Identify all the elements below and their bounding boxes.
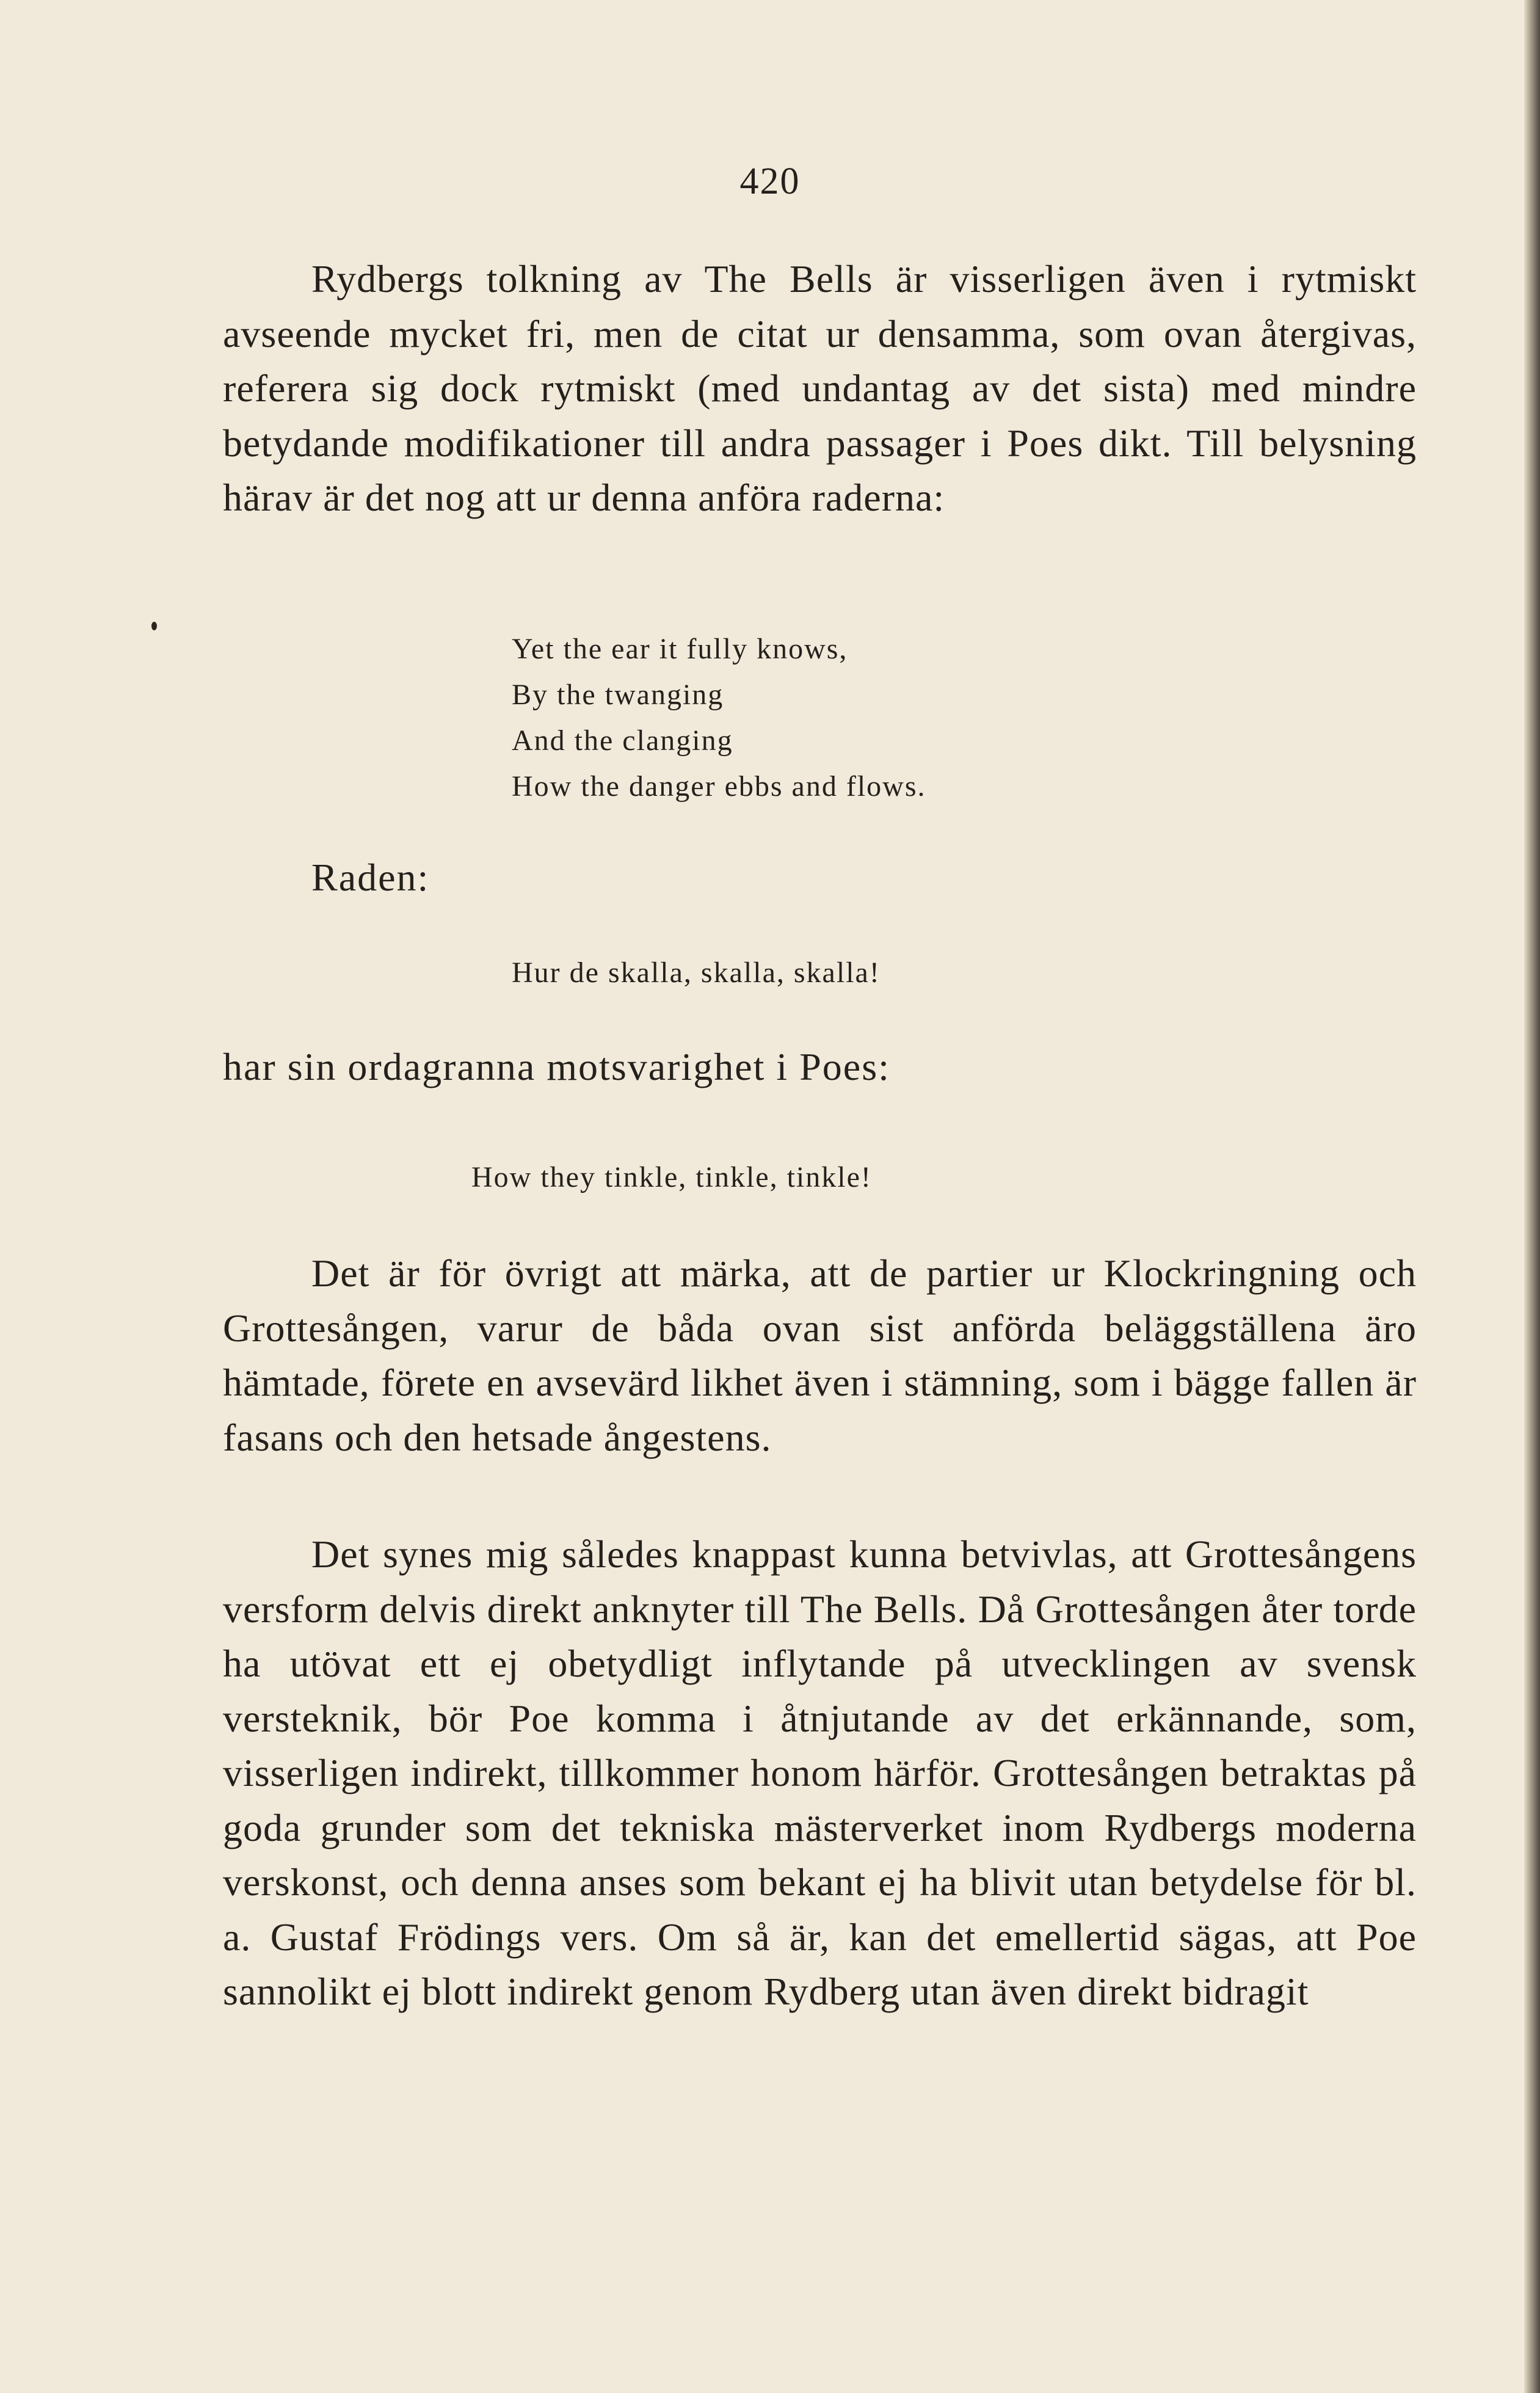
verse-quote-3: How they tinkle, tinkle, tinkle! (471, 1161, 872, 1193)
paragraph-3: Det synes mig således knappast kunna betvivlas, att Grottesångens versform delvis direkt anknyter till The Bells. Då Grottesången åter torde ha utövat ett ej obetydligt inflytande på utvecklingen av svensk versteknik, bör Poe komma i åtnjutande av det erkännande, som, visserligen indirekt, tillkommer honom härför. Grottesången betraktas på goda grunder som det tekniska mästerverket inom Rydbergs moderna verskonst, och denna anses som bekant ej ha blivit utan betydelse för bl. a. Gustaf Frödings vers. Om så är, kan det emellertid sägas, att Poe sannolikt ej blott indirekt genom Rydberg utan även direkt bidragit (223, 1532, 1417, 2013)
paragraph-1: Rydbergs tolkning av The Bells är visserligen även i rytmiskt avseende mycket fri, men de citat ur densamma, som ovan återgivas, referera sig dock rytmiskt (med undantag av det sista) med mindre betydande modifikationer till andra passager i Poes dikt. Till belysning härav är det nog att ur denna anföra raderna: (223, 257, 1417, 519)
verse-1-line: Yet the ear it fully knows, (512, 633, 848, 665)
verse-quote-1 (512, 626, 926, 809)
verse-1-line: How the danger ebbs and flows. (512, 770, 926, 803)
paragraph-2: Det är för övrigt att märka, att de partier ur Klockringning och Grottesången, varur de båda ovan sist anförda beläggställena äro hämtade, förete en avsevärd likhet även i stämning, som i bägge fallen är fasans och den hetsade ångestens. (223, 1251, 1417, 1459)
verse-1-line: By the twanging (512, 679, 724, 711)
verse-1-line: And the clanging (512, 724, 733, 757)
print-speck (151, 622, 157, 630)
verse-quote-2: Hur de skalla, skalla, skalla! (512, 956, 881, 989)
line-poes: har sin ordagranna motsvarighet i Poes: (223, 1045, 890, 1088)
label-raden: Raden: (311, 856, 430, 899)
page-edge-shadow (1524, 0, 1540, 2393)
page-number: 420 (739, 161, 801, 202)
